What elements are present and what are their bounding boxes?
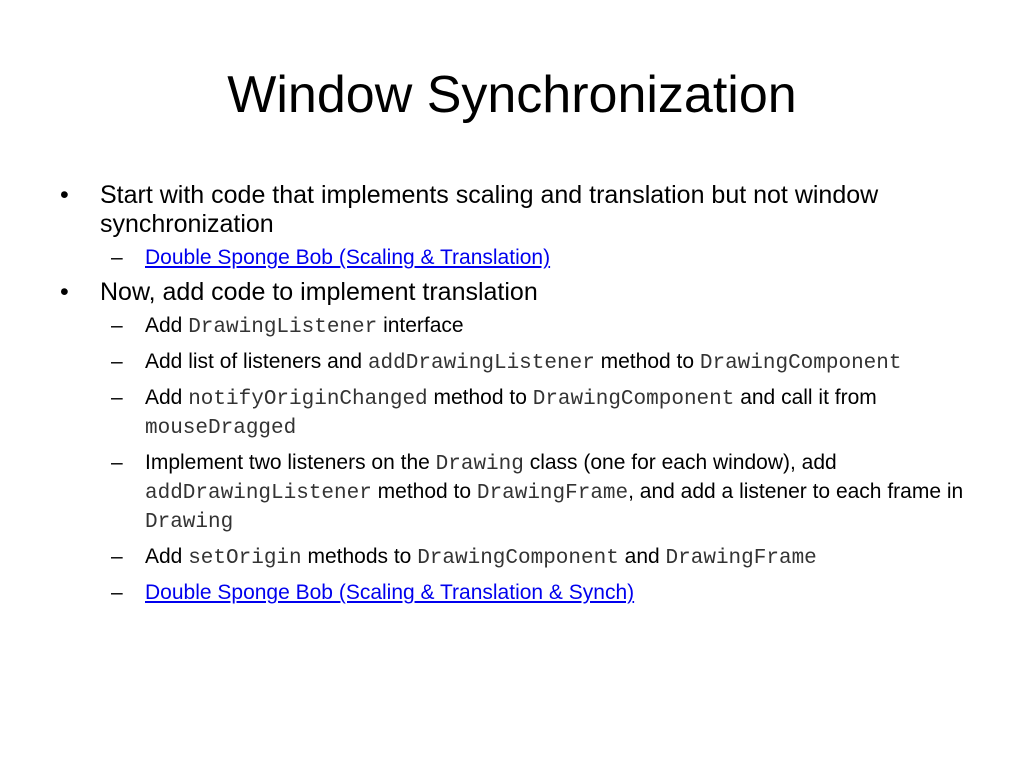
double-sponge-bob-synch-link[interactable]: Double Sponge Bob (Scaling & Translation & Synch) [145,581,635,604]
code-text: notifyOriginChanged [188,388,428,411]
sub-text: and call it from [734,386,877,409]
code-text: setOrigin [188,547,302,570]
bullet-item [56,181,968,239]
code-text: DrawingComponent [699,352,902,375]
code-text: Drawing [435,453,524,476]
sub-bullet-item [56,543,968,572]
bullet-text: Now, add code to implement translation [100,278,538,306]
sub-bullet-item [56,384,968,442]
double-sponge-bob-scaling-translation-link[interactable]: Double Sponge Bob (Scaling & Translation) [145,246,551,269]
dash-icon: – [111,314,123,337]
dash-icon: – [111,386,123,409]
dash-icon: – [111,350,123,373]
dash-icon: – [111,581,123,604]
sub-text: Add list of listeners and [145,350,368,373]
sub-text: method to [371,480,477,503]
sub-text: Add [145,545,189,568]
sub-text: Add [145,314,189,337]
bullet-text: Start with code that implements scaling and translation but not window synchronization [100,181,879,238]
sub-text: Add [145,386,189,409]
dash-icon: – [111,246,123,269]
sub-text: methods to [301,545,418,568]
code-text: DrawingFrame [665,547,817,570]
code-text: DrawingComponent [417,547,619,570]
code-text: DrawingFrame [476,482,629,505]
sub-text: method to [427,386,533,409]
code-text: DrawingListener [188,316,378,339]
bullet-icon: • [60,278,69,306]
sub-text: class (one for each window), add [523,451,837,474]
slide-body [56,181,968,613]
sub-bullet-item [56,348,968,377]
code-text: Drawing [145,511,234,534]
sub-text: method to [594,350,700,373]
sub-bullet-item [56,449,968,536]
sub-bullet-item [56,579,968,606]
bullet-icon: • [60,181,69,209]
dash-icon: – [111,451,123,474]
code-text: addDrawingListener [367,352,595,375]
sub-bullet-item [56,244,968,271]
code-text: addDrawingListener [145,482,372,505]
sub-text: Implement two listeners on the [145,451,436,474]
code-text: DrawingComponent [532,388,735,411]
sub-text: interface [377,314,464,337]
sub-bullet-item [56,312,968,341]
sub-text: , and add a listener to each frame in [628,480,964,503]
bullet-item [56,278,968,307]
slide-title: Window Synchronization [227,66,797,124]
sub-text: and [618,545,666,568]
dash-icon: – [111,545,123,568]
code-text: mouseDragged [145,417,297,440]
